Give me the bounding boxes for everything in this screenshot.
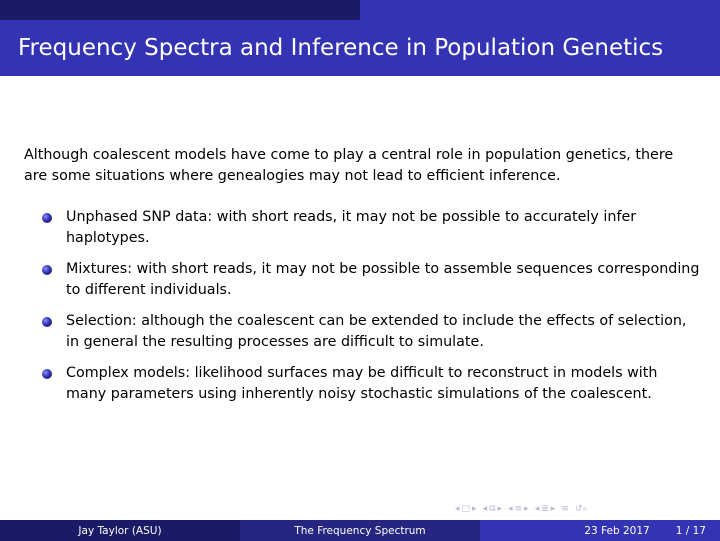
nav-doc-group <box>535 504 556 514</box>
nav-frame-group <box>455 504 477 514</box>
nav-subsection-next-icon[interactable]: ▸ <box>497 504 503 514</box>
footer-page-number: 1 / 17 <box>675 524 706 537</box>
header-strip-right <box>360 0 720 20</box>
nav-frame-prev-icon[interactable]: ◂ <box>455 504 460 514</box>
nav-section-icon[interactable]: ≡ <box>514 504 523 514</box>
bullet-list <box>24 207 700 405</box>
nav-align-icon[interactable]: ≡ <box>561 504 569 514</box>
header-strip <box>0 0 720 20</box>
nav-section-group <box>508 504 529 514</box>
footer-date: 23 Feb 2017 <box>584 524 650 537</box>
bullet-item <box>24 207 700 249</box>
bullet-item <box>24 363 700 405</box>
bullet-text: Mixtures: with short reads, it may not be possible to assemble sequences corresponding to different individuals. <box>66 261 700 298</box>
bullet-text: Selection: although the coalescent can be extended to include the effects of selection, in general the resulting processes are difficult to simulate. <box>66 313 687 350</box>
bullet-text: Unphased SNP data: with short reads, it may not be possible to accurately infer haplotypes. <box>66 209 637 246</box>
nav-doc-next-icon[interactable]: ▸ <box>550 504 556 514</box>
nav-section-prev-icon[interactable]: ◂ <box>508 504 513 514</box>
footer-short-title: The Frequency Spectrum <box>294 524 426 537</box>
nav-doc-icon[interactable]: ≣ <box>541 504 549 514</box>
nav-subsection-icon[interactable]: ⧉ <box>489 504 496 514</box>
nav-section-next-icon[interactable]: ▸ <box>524 504 529 514</box>
intro-paragraph: Although coalescent models have come to play a central role in population genetics, there are some situations where genealogies may not lead to efficient inference. <box>24 147 674 184</box>
footer-title-box <box>240 520 480 541</box>
bullet-ball-icon <box>42 369 52 379</box>
footer-date-page-box <box>480 520 720 541</box>
bullet-text: Complex models: likelihood surfaces may be difficult to reconstruct in models with many parameters using inherently noisy stochastic simulations of the coalescent. <box>66 365 658 402</box>
bullet-item <box>24 311 700 353</box>
nav-doc-prev-icon[interactable]: ◂ <box>534 504 540 514</box>
nav-search-icon[interactable]: ↺⌕ <box>574 504 588 514</box>
footer-author: Jay Taylor (ASU) <box>78 524 162 537</box>
bullet-ball-icon <box>42 213 52 223</box>
nav-subsection-prev-icon[interactable]: ◂ <box>482 504 488 514</box>
bullet-ball-icon <box>42 265 52 275</box>
slide-title: Frequency Spectra and Inference in Population Genetics <box>18 35 664 61</box>
bullet-ball-icon <box>42 317 52 327</box>
nav-frame-next-icon[interactable]: ▸ <box>472 504 477 514</box>
nav-subsection-group <box>483 504 503 514</box>
title-bar <box>0 20 720 76</box>
footer-author-box <box>0 520 240 541</box>
slide-body <box>24 145 700 415</box>
header-strip-left <box>0 0 360 20</box>
bullet-item <box>24 259 700 301</box>
beamer-navigation <box>455 502 705 516</box>
nav-frame-icon[interactable]: □ <box>461 504 471 514</box>
footer-bar <box>0 520 720 541</box>
